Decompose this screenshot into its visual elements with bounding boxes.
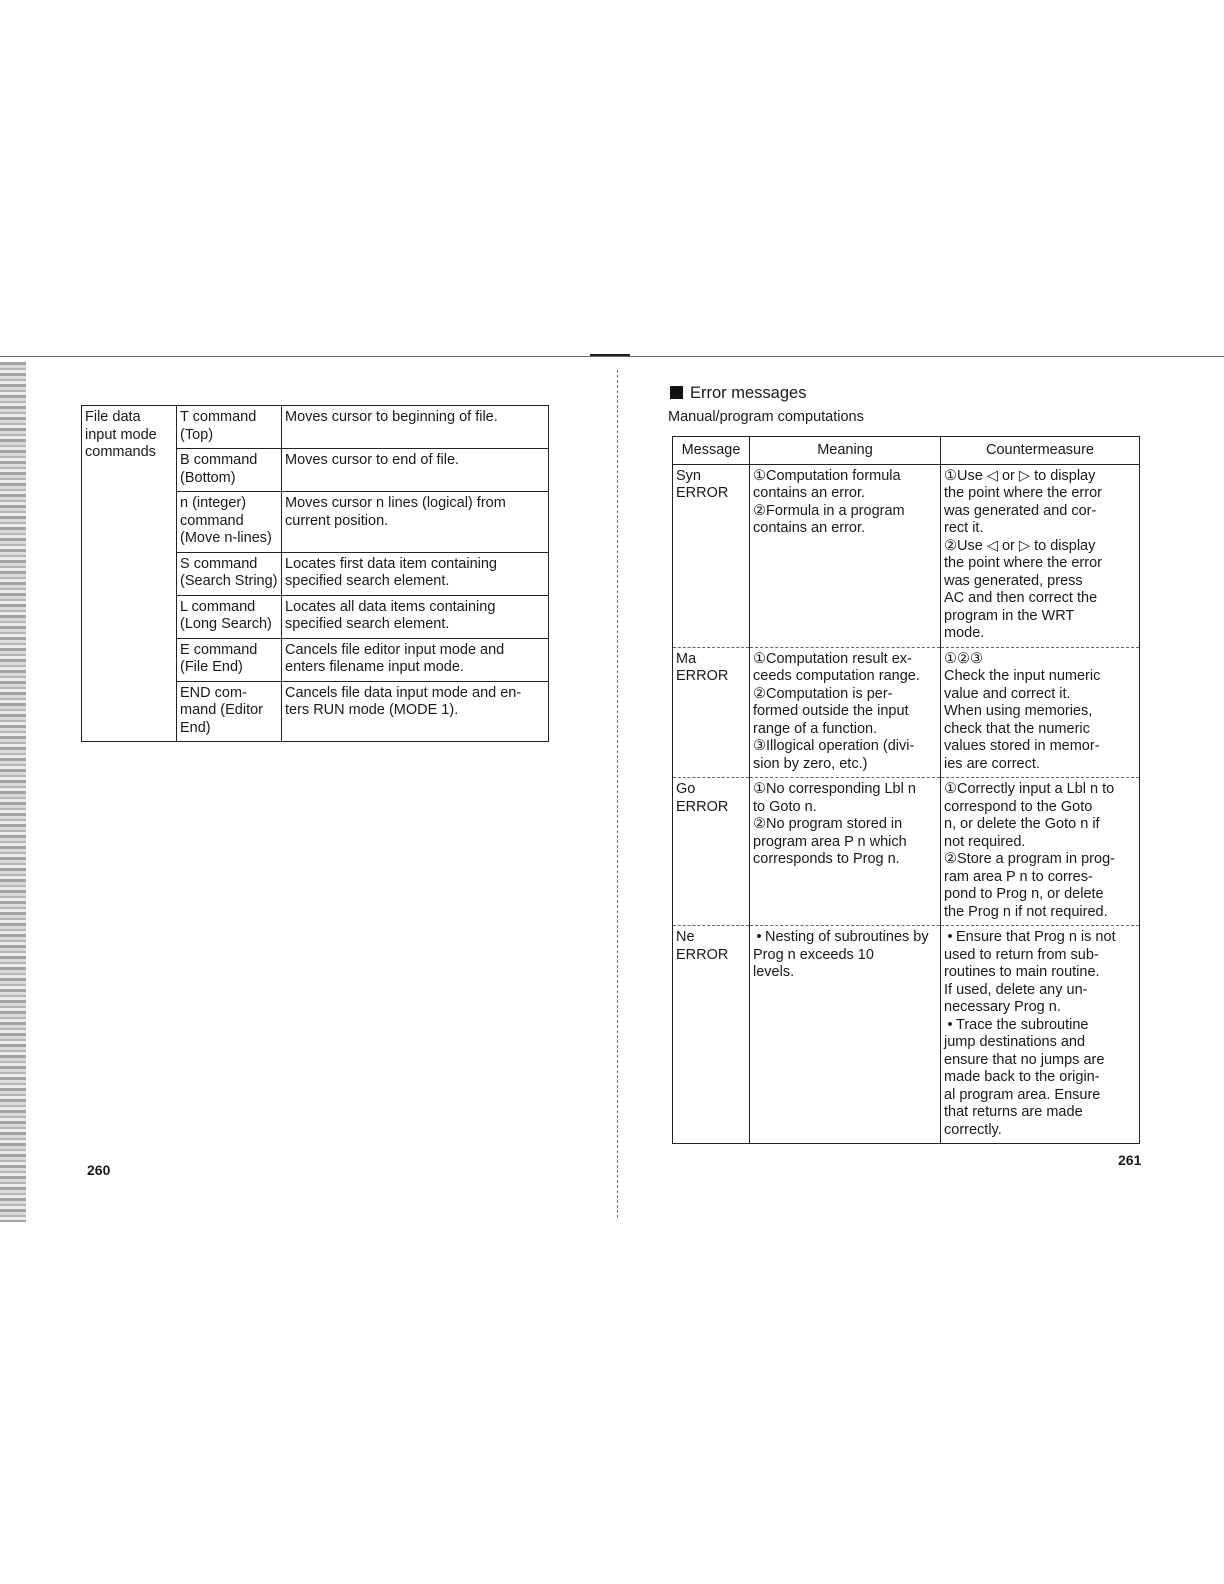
table-row — [673, 778, 1140, 926]
countermeasure-item — [944, 538, 1136, 643]
item-marker: ① — [944, 781, 957, 797]
description-cell: Moves cursor to beginning of file. — [282, 406, 549, 449]
item-marker: • — [756, 929, 762, 945]
right-page-number: 261 — [1118, 1152, 1142, 1168]
countermeasure-item — [944, 781, 1136, 851]
description-cell: Cancels file editor input mode and enters filename input mode. — [282, 638, 549, 681]
command-cell: E command (File End) — [177, 638, 282, 681]
header-countermeasure: Countermeasure — [941, 437, 1140, 465]
meaning-item — [753, 468, 937, 503]
command-cell: n (integer) command (Move n-lines) — [177, 492, 282, 553]
section-heading — [670, 384, 806, 403]
meaning-item — [753, 816, 937, 869]
countermeasure-item — [944, 651, 1136, 774]
description-cell: Locates all data items containing specified search element. — [282, 595, 549, 638]
meaning-item — [753, 781, 937, 816]
item-marker: • — [947, 1016, 953, 1033]
meaning-item — [753, 686, 937, 739]
countermeasure-cell — [941, 926, 1140, 1144]
item-marker: ② — [753, 502, 766, 519]
item-marker: ② — [753, 685, 766, 702]
table-row — [673, 926, 1140, 1144]
table-row — [673, 464, 1140, 647]
item-marker: ② — [753, 816, 766, 832]
item-text: Illogical operation (divi- sion by zero, etc.) — [753, 738, 915, 772]
table-row — [673, 647, 1140, 778]
item-text: No corresponding Lbl n to Goto n. — [753, 781, 916, 815]
meaning-cell — [750, 778, 941, 926]
description-cell: Locates first data item containing specified search element. — [282, 552, 549, 595]
item-text: Computation formula contains an error. — [753, 467, 901, 501]
item-text: No program stored in program area P n which corresponds to Prog n. — [753, 816, 907, 867]
left-page-number: 260 — [87, 1162, 111, 1178]
item-marker: ① — [753, 781, 766, 797]
meaning-cell — [750, 647, 941, 778]
command-cell: B command (Bottom) — [177, 449, 282, 492]
message-cell: Ma ERROR — [673, 647, 750, 778]
meaning-cell — [750, 926, 941, 1144]
item-text: Correctly input a Lbl n to correspond to the Goto n, or delete the Goto n if not required. — [944, 781, 1115, 850]
top-rule-accent — [590, 354, 630, 356]
item-marker: ③ — [753, 738, 766, 754]
countermeasure-item — [944, 929, 1136, 1017]
countermeasure-cell — [941, 464, 1140, 647]
scan-binding-edge — [0, 362, 26, 1222]
page-gutter — [617, 370, 618, 1218]
meaning-item — [753, 738, 937, 773]
command-cell: S command (Search String) — [177, 552, 282, 595]
top-rule — [0, 356, 1224, 357]
section-heading-text: Error messages — [690, 384, 807, 402]
table-row — [82, 406, 549, 449]
error-message-table — [672, 436, 1140, 1144]
item-text: Use ◁ or ▷ to display the point where the error was generated, press AC and then correct the program in the WRT mode. — [944, 537, 1102, 641]
item-text: Ensure that Prog n is not used to return from sub- routines to main routine. If used, delete any un- necessary Prog n. — [944, 929, 1116, 1015]
item-text: Use ◁ or ▷ to display the point where the error was generated and cor- rect it. — [944, 467, 1102, 536]
countermeasure-item — [944, 851, 1136, 921]
meaning-item — [753, 651, 937, 686]
item-text: Computation result ex- ceeds computation range. — [753, 650, 920, 684]
table-header-row — [673, 437, 1140, 465]
item-marker: ② — [944, 537, 957, 554]
item-marker: • — [947, 929, 953, 945]
meaning-item — [753, 503, 937, 538]
command-cell: T command (Top) — [177, 406, 282, 449]
meaning-item — [753, 929, 937, 982]
countermeasure-item — [944, 1017, 1136, 1140]
item-text: Store a program in prog- ram area P n to corres- pond to Prog n, or delete the Prog n if not required. — [944, 851, 1115, 920]
command-cell: L command (Long Search) — [177, 595, 282, 638]
section-subheading: Manual/program computations — [668, 409, 864, 425]
countermeasure-cell — [941, 647, 1140, 778]
description-cell: Moves cursor to end of file. — [282, 449, 549, 492]
item-marker: ② — [944, 851, 957, 867]
description-cell: Cancels file data input mode and en- ters RUN mode (MODE 1). — [282, 681, 549, 742]
message-cell: Syn ERROR — [673, 464, 750, 647]
countermeasure-item — [944, 468, 1136, 538]
command-cell: END com- mand (Editor End) — [177, 681, 282, 742]
item-marker: ① — [753, 650, 766, 667]
square-bullet-icon — [670, 386, 683, 399]
item-text: Formula in a program contains an error. — [753, 502, 905, 536]
header-meaning: Meaning — [750, 437, 941, 465]
item-text: Nesting of subroutines by Prog n exceeds 10 levels. — [753, 929, 929, 980]
meaning-cell — [750, 464, 941, 647]
item-marker: ① — [753, 467, 766, 484]
group-label: File data input mode commands — [82, 406, 177, 742]
item-marker: ① — [944, 467, 957, 484]
countermeasure-cell — [941, 778, 1140, 926]
header-message: Message — [673, 437, 750, 465]
item-text: Trace the subroutine jump destinations and ensure that no jumps are made back to the origin- al program area. Ensure that returns are made correctly. — [944, 1016, 1105, 1138]
file-data-command-table — [81, 405, 549, 742]
description-cell: Moves cursor n lines (logical) from current position. — [282, 492, 549, 553]
item-marker: ①②③ — [944, 650, 983, 667]
item-text: Check the input numeric value and correct it. When using memories, check that the numeric values stored in memor- ies are correct. — [944, 668, 1101, 772]
message-cell: Ne ERROR — [673, 926, 750, 1144]
item-text: Computation is per- formed outside the input range of a function. — [753, 685, 909, 737]
message-cell: Go ERROR — [673, 778, 750, 926]
